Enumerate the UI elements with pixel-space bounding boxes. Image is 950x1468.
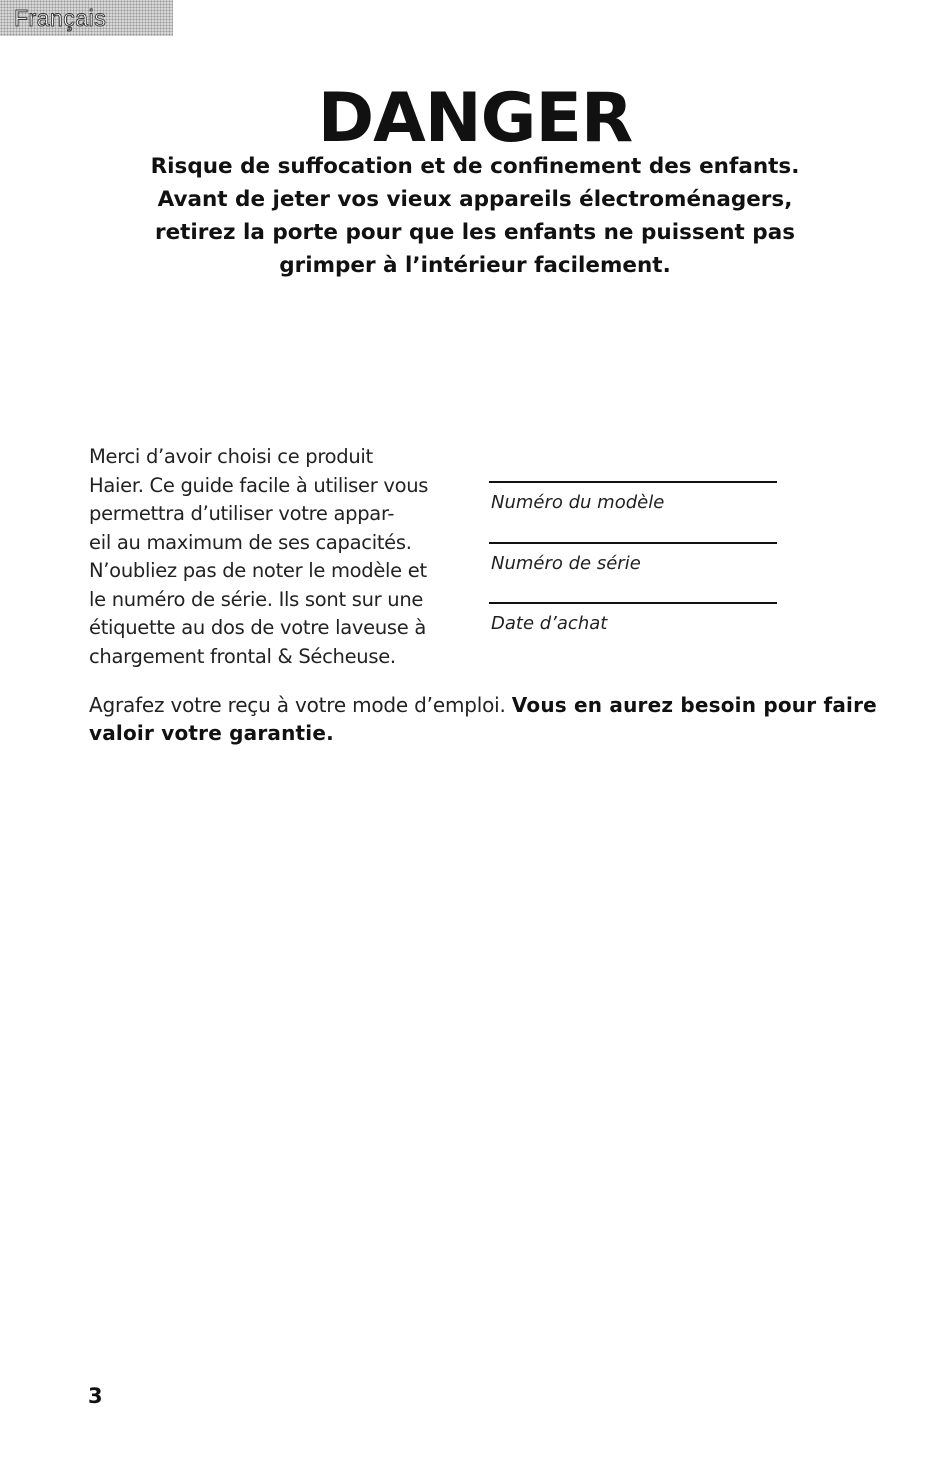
warning-text xyxy=(120,150,830,282)
page-number: 3 xyxy=(88,1384,103,1408)
intro-line: étiquette au dos de votre laveuse à xyxy=(89,616,426,639)
purchase-date-label: Date d’achat xyxy=(491,613,608,634)
intro-paragraph xyxy=(89,443,459,671)
language-label: Français xyxy=(14,4,107,31)
model-number-label: Numéro du modèle xyxy=(491,492,665,513)
intro-line: eil au maximum de ses capacités. xyxy=(89,530,412,554)
warning-line: Avant de jeter vos vieux appareils électroménagers, xyxy=(157,187,793,212)
serial-number-label: Numéro de série xyxy=(491,552,641,574)
intro-line: permettra d’utiliser votre appar- xyxy=(89,502,395,525)
danger-title: DANGER xyxy=(317,79,633,158)
serial-number-field xyxy=(489,542,777,603)
model-number-field xyxy=(489,481,777,542)
warning-line: Risque de suffocation et de confinement des enfants. xyxy=(150,154,800,179)
warning-line: retirez la porte pour que les enfants ne puissent pas xyxy=(154,220,796,245)
product-record-box xyxy=(489,481,777,663)
intro-line: chargement frontal & Sécheuse. xyxy=(89,644,396,668)
language-tab xyxy=(0,0,173,36)
purchase-date-field xyxy=(489,602,777,663)
warranty-emphasis: Vous en aurez besoin pour faire valoir votre garantie. xyxy=(89,693,877,745)
receipt-note-text: Agrafez votre reçu à votre mode d’emploi. xyxy=(89,693,512,717)
intro-line: le numéro de série. Ils sont sur une xyxy=(89,587,424,611)
intro-line: Merci d’avoir choisi ce produit xyxy=(89,445,373,468)
intro-line: N’oubliez pas de noter le modèle et xyxy=(89,559,427,582)
receipt-note xyxy=(89,691,879,747)
warning-line: grimper à l’intérieur facilement. xyxy=(279,253,671,278)
intro-line: Haier. Ce guide facile à utiliser vous xyxy=(89,473,429,497)
